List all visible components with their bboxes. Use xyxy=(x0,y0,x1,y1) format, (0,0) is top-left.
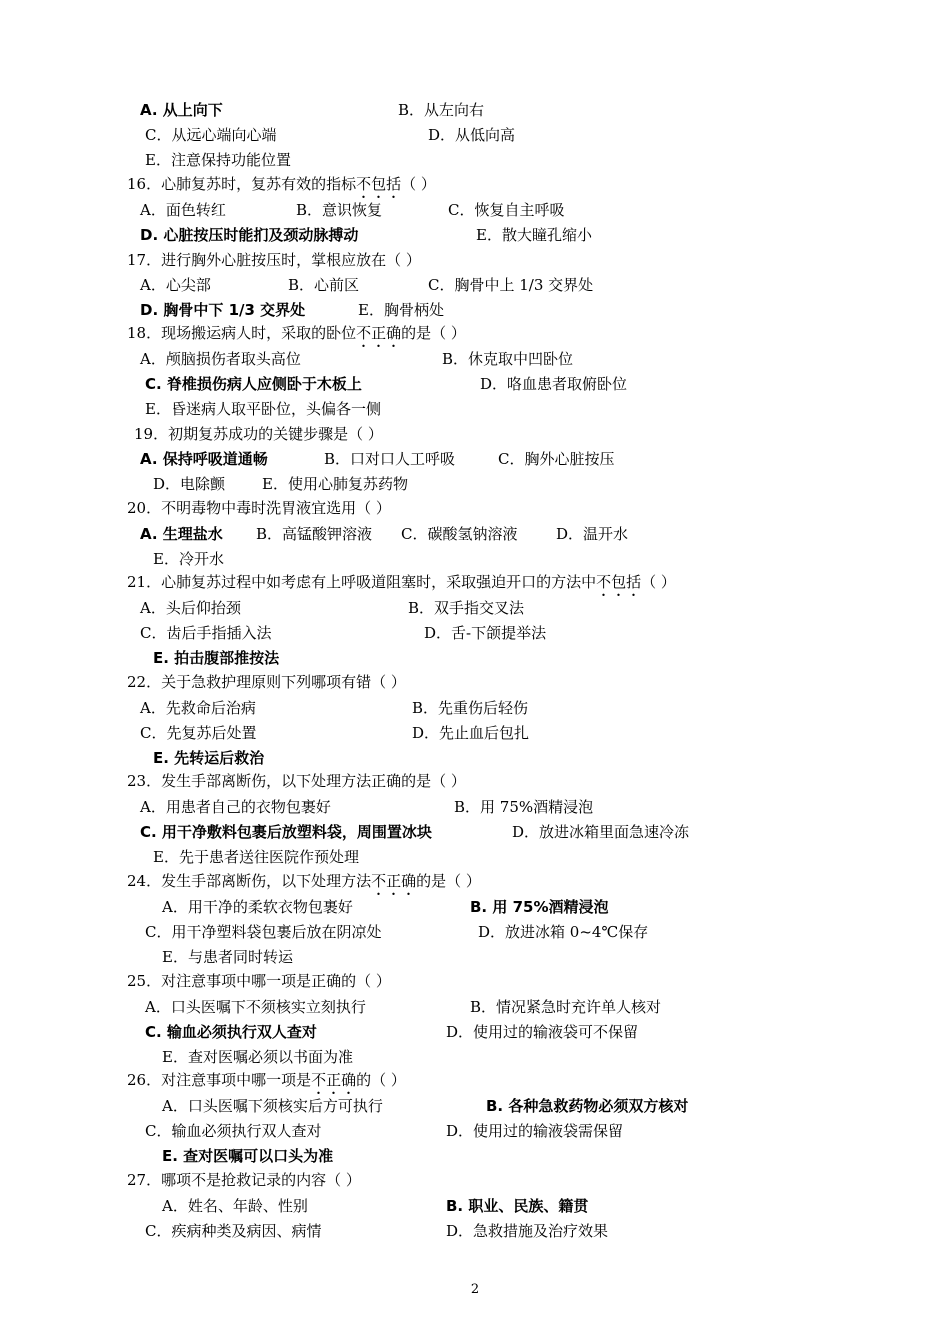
answer-option xyxy=(145,148,291,173)
segment-text-tail: 的是（ ） xyxy=(401,324,466,342)
segment-text: D．电除颤 xyxy=(153,475,226,493)
segment-text: E. 查对医嘱可以口头为准 xyxy=(162,1147,334,1165)
segment-text: B．情况紧急时充许单人核对 xyxy=(470,998,662,1016)
emphasis-text: 不正确 xyxy=(356,324,402,342)
answer-option xyxy=(446,1020,638,1045)
answer-option-correct xyxy=(486,1094,688,1119)
segment-text: C．疾病种类及病因、病情 xyxy=(145,1222,322,1240)
segment-text: C. 输血必须执行双人查对 xyxy=(145,1023,317,1041)
segment-text: E．胸骨柄处 xyxy=(358,301,444,319)
segment-text-tail: （ ） xyxy=(641,573,676,591)
segment-text: A. 从上向下 xyxy=(140,101,223,119)
segment-text: 22．关于急救护理原则下列哪项有错（ ） xyxy=(127,673,406,691)
answer-option xyxy=(478,920,648,945)
answer-option xyxy=(162,895,353,920)
segment-text: C. 用干净敷料包裹后放塑料袋，周围置冰块 xyxy=(140,823,432,841)
segment-text: C．胸外心脏按压 xyxy=(498,450,615,468)
segment-text: E．昏迷病人取平卧位，头偏各一侧 xyxy=(145,400,381,418)
question-stem xyxy=(127,496,391,521)
segment-text: D．使用过的输液袋需保留 xyxy=(446,1122,624,1140)
segment-text: E．注意保持功能位置 xyxy=(145,151,291,169)
answer-option xyxy=(288,273,359,298)
answer-option xyxy=(446,1119,623,1144)
segment-text: E．散大瞳孔缩小 xyxy=(476,226,592,244)
answer-option xyxy=(412,721,529,746)
answer-option xyxy=(145,995,366,1020)
segment-text: B. 各种急救药物必须双方核对 xyxy=(486,1097,689,1115)
answer-option xyxy=(512,820,689,845)
segment-text-tail: 的（ ） xyxy=(356,1071,406,1089)
segment-text: D．放进冰箱 0~4℃保存 xyxy=(478,923,649,941)
answer-option xyxy=(256,522,372,547)
segment-text: E．与患者同时转运 xyxy=(162,948,293,966)
answer-option-correct xyxy=(145,372,362,397)
answer-option xyxy=(476,223,592,248)
segment-text: D．从低向高 xyxy=(428,126,516,144)
segment-text: B．双手指交叉法 xyxy=(408,599,525,617)
answer-option xyxy=(145,397,381,422)
segment-text: 24．发生手部离断伤，以下处理方法 xyxy=(127,872,372,890)
segment-text: 17．进行胸外心脏按压时，掌根应放在（ ） xyxy=(127,251,421,269)
question-stem xyxy=(127,769,466,794)
segment-text: D．温开水 xyxy=(556,525,629,543)
segment-text: E. 先转运后救治 xyxy=(153,749,265,767)
answer-option-correct xyxy=(162,1144,333,1169)
question-stem xyxy=(127,1168,361,1193)
answer-option xyxy=(448,198,564,223)
answer-option xyxy=(470,995,661,1020)
segment-text: B．从左向右 xyxy=(398,101,485,119)
segment-text: D. 胸骨中下 1/3 交界处 xyxy=(140,301,306,319)
segment-text: 18．现场搬运病人时，采取的卧位 xyxy=(127,324,357,342)
segment-text: C．从远心端向心端 xyxy=(145,126,277,144)
segment-text: D．舌-下颌提举法 xyxy=(424,624,547,642)
segment-text: 26．对注意事项中哪一项是 xyxy=(127,1071,312,1089)
segment-text: 20．不明毒物中毒时洗胃液宜选用（ ） xyxy=(127,499,391,517)
segment-text-tail: 的是（ ） xyxy=(416,872,481,890)
segment-text: B．先重伤后轻伤 xyxy=(412,699,529,717)
answer-option xyxy=(454,795,593,820)
answer-option xyxy=(145,920,381,945)
answer-option xyxy=(262,472,408,497)
answer-option-correct xyxy=(153,746,264,771)
answer-option-correct xyxy=(470,895,608,920)
segment-text: D. 心脏按压时能扪及颈动脉搏动 xyxy=(140,226,359,244)
segment-text: A．心尖部 xyxy=(140,276,211,294)
segment-text: 16．心肺复苏时，复苏有效的指标 xyxy=(127,175,357,193)
answer-option-correct xyxy=(140,820,432,845)
segment-text: D．使用过的输液袋可不保留 xyxy=(446,1023,639,1041)
segment-text: A. 保持呼吸道通畅 xyxy=(140,450,268,468)
answer-option xyxy=(140,273,211,298)
answer-option-correct xyxy=(140,298,305,323)
segment-text: A．用干净的柔软衣物包裹好 xyxy=(162,898,353,916)
answer-option xyxy=(424,621,546,646)
segment-text: C．胸骨中上 1/3 交界处 xyxy=(428,276,594,294)
answer-option xyxy=(442,347,573,372)
segment-text: D．放进冰箱里面急速冷冻 xyxy=(512,823,690,841)
segment-text: B. 用 75%酒精浸泡 xyxy=(470,898,609,916)
question-stem xyxy=(127,670,406,695)
question-stem xyxy=(134,422,383,447)
segment-text: A．颅脑损伤者取头高位 xyxy=(140,350,301,368)
answer-option xyxy=(140,198,226,223)
answer-option-correct xyxy=(446,1194,588,1219)
segment-text: D．咯血患者取俯卧位 xyxy=(480,375,628,393)
segment-text: A．面色转红 xyxy=(140,201,226,219)
segment-text: B．休克取中凹卧位 xyxy=(442,350,574,368)
segment-text: D．急救措施及治疗效果 xyxy=(446,1222,609,1240)
answer-option xyxy=(408,596,524,621)
segment-text: E．使用心肺复苏药物 xyxy=(262,475,408,493)
segment-text: E．查对医嘱必须以书面为准 xyxy=(162,1048,353,1066)
answer-option xyxy=(140,795,331,820)
answer-option xyxy=(140,696,256,721)
answer-option xyxy=(296,198,382,223)
answer-option xyxy=(140,596,241,621)
answer-option-correct xyxy=(153,646,279,671)
answer-option xyxy=(446,1219,608,1244)
answer-option xyxy=(140,621,271,646)
answer-option-correct xyxy=(145,1020,317,1045)
emphasis-text: 不包括 xyxy=(356,175,402,193)
segment-text: B．心前区 xyxy=(288,276,360,294)
segment-text: 25．对注意事项中哪一项是正确的（ ） xyxy=(127,972,391,990)
segment-text: C．恢复自主呼吸 xyxy=(448,201,565,219)
emphasis-text: 不正确 xyxy=(371,872,417,890)
segment-text: C. 脊椎损伤病人应侧卧于木板上 xyxy=(145,375,362,393)
answer-option xyxy=(556,522,628,547)
question-stem xyxy=(127,248,421,273)
answer-option-correct xyxy=(140,522,223,547)
emphasis-text: 不包括 xyxy=(596,573,642,591)
segment-text: B．高锰酸钾溶液 xyxy=(256,525,373,543)
answer-option xyxy=(498,447,614,472)
answer-option xyxy=(145,1119,321,1144)
answer-option xyxy=(162,1094,383,1119)
answer-option xyxy=(153,547,224,572)
segment-text: A．姓名、年龄、性别 xyxy=(162,1197,308,1215)
answer-option xyxy=(162,1194,308,1219)
answer-option-correct xyxy=(140,98,223,123)
answer-option xyxy=(140,347,301,372)
segment-text: B．用 75%酒精浸泡 xyxy=(454,798,594,816)
segment-text: A．用患者自己的衣物包裹好 xyxy=(140,798,331,816)
answer-option xyxy=(145,1219,321,1244)
segment-text: 21．心肺复苏过程中如考虑有上呼吸道阻塞时，采取强迫开口的方法中 xyxy=(127,573,597,591)
segment-text: B．意识恢复 xyxy=(296,201,383,219)
answer-option xyxy=(162,1045,353,1070)
segment-text: A．口头医嘱下不须核实立刻执行 xyxy=(145,998,366,1016)
answer-option xyxy=(412,696,528,721)
answer-option xyxy=(140,721,256,746)
segment-text: C．齿后手指插入法 xyxy=(140,624,272,642)
segment-text: D．先止血后包扎 xyxy=(412,724,530,742)
segment-text: C．输血必须执行双人查对 xyxy=(145,1122,322,1140)
answer-option xyxy=(153,845,359,870)
question-stem xyxy=(127,969,391,994)
answer-option xyxy=(428,123,515,148)
emphasis-text: 不正确 xyxy=(311,1071,357,1089)
segment-text: A．口头医嘱下须核实后方可执行 xyxy=(162,1097,383,1115)
answer-option xyxy=(153,472,225,497)
segment-text: C．先复苏后处置 xyxy=(140,724,257,742)
segment-text: E．先于患者送往医院作预处理 xyxy=(153,848,359,866)
answer-option-correct xyxy=(140,447,268,472)
answer-option xyxy=(358,298,444,323)
segment-text: E. 拍击腹部推按法 xyxy=(153,649,280,667)
segment-text: C．碳酸氢钠溶液 xyxy=(401,525,518,543)
segment-text: A．头后仰抬颈 xyxy=(140,599,241,617)
segment-text: A. 生理盐水 xyxy=(140,525,223,543)
segment-text: 27．哪项不是抢救记录的内容（ ） xyxy=(127,1171,361,1189)
answer-option xyxy=(401,522,517,547)
page-number: 2 xyxy=(470,1282,480,1297)
segment-text: C．用干净塑料袋包裹后放在阴凉处 xyxy=(145,923,382,941)
segment-text: E．冷开水 xyxy=(153,550,224,568)
segment-text: 23．发生手部离断伤，以下处理方法正确的是（ ） xyxy=(127,772,466,790)
segment-text: 19．初期复苏成功的关键步骤是（ ） xyxy=(134,425,383,443)
segment-text: B．口对口人工呼吸 xyxy=(324,450,456,468)
answer-option xyxy=(398,98,484,123)
answer-option xyxy=(145,123,276,148)
segment-text: B. 职业、民族、籍贯 xyxy=(446,1197,589,1215)
answer-option xyxy=(162,945,293,970)
segment-text: A．先救命后治病 xyxy=(140,699,256,717)
answer-option xyxy=(428,273,593,298)
answer-option xyxy=(324,447,455,472)
segment-text-tail: （ ） xyxy=(401,175,436,193)
answer-option xyxy=(480,372,627,397)
answer-option-correct xyxy=(140,223,358,248)
